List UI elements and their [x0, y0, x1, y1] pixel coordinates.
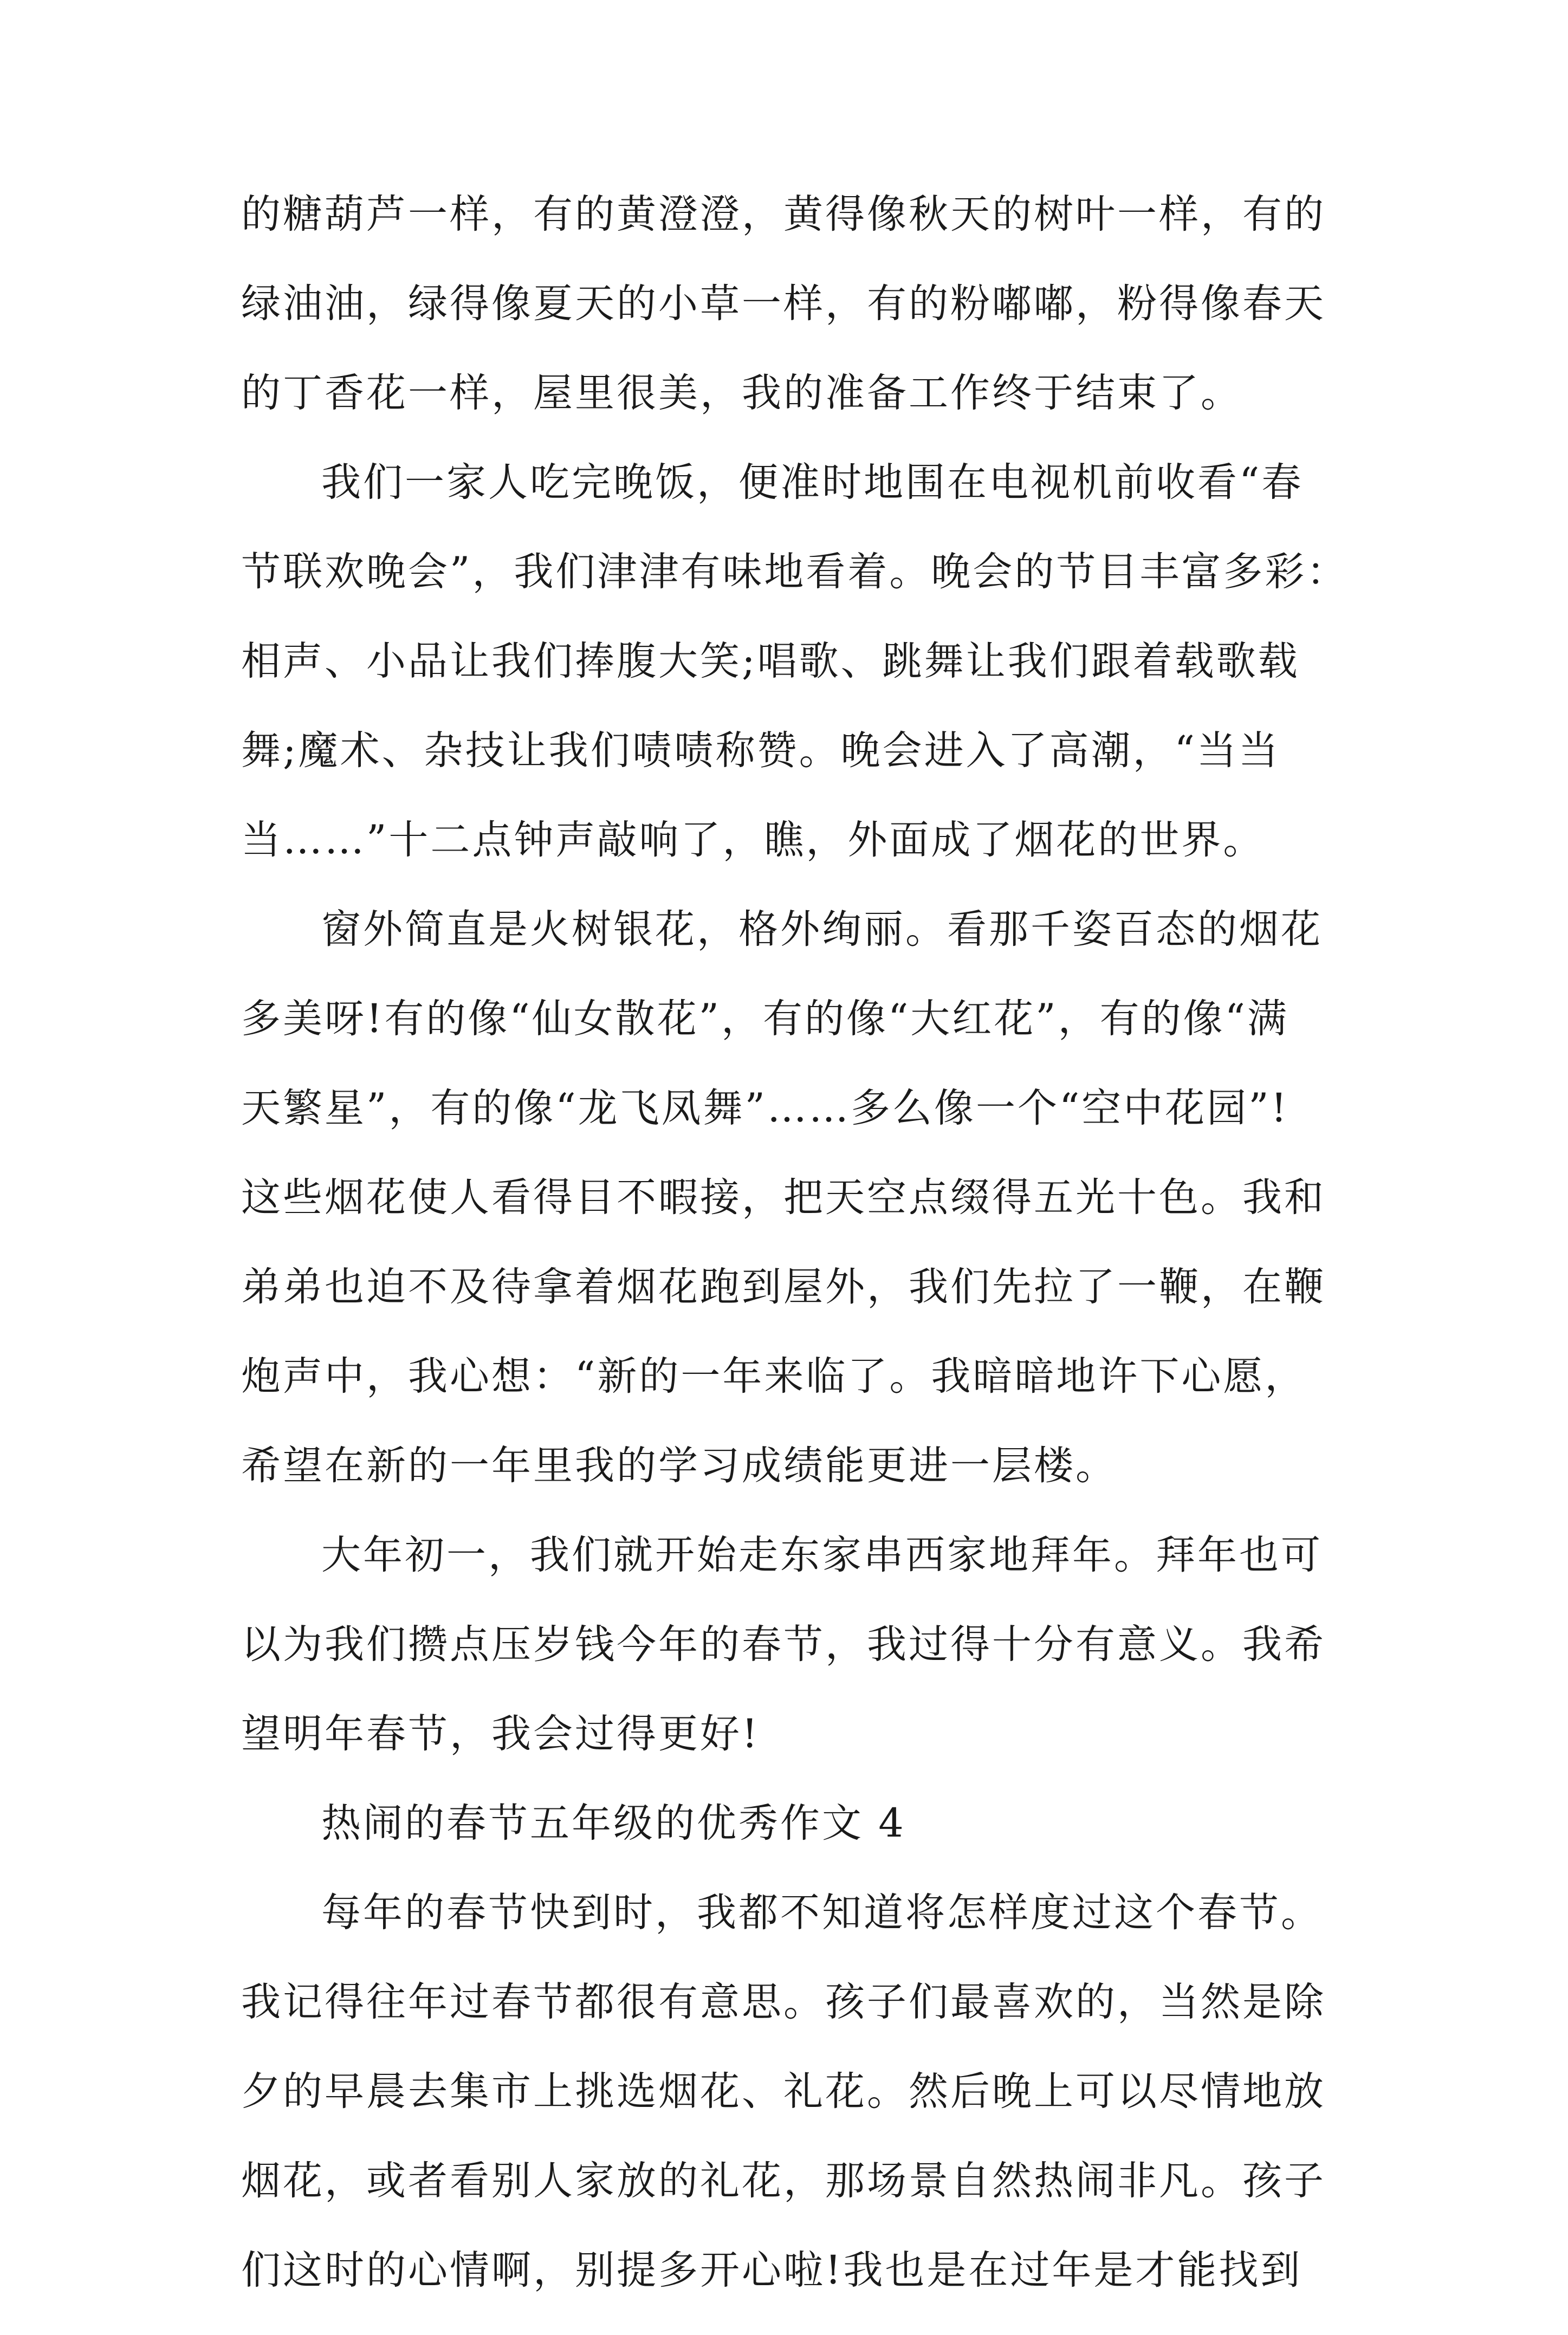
text-line: 当……”十二点钟声敲响了，瞧，外面成了烟花的世界。: [241, 817, 1265, 863]
essay-body: [241, 190, 1349, 2335]
text-line: 们这时的心情啊，别提多开心啦!我也是在过年是才能找到: [241, 2247, 1303, 2293]
text-line: 多美呀!有的像“仙女散花”，有的像“大红花”，有的像“满: [241, 996, 1289, 1042]
text-line: 望明年春节，我会过得更好!: [241, 1711, 760, 1757]
text-line: 我记得往年过春节都很有意思。孩子们最喜欢的，当然是除: [241, 1979, 1326, 2025]
text-line: 烟花，或者看别人家放的礼花，那场景自然热闹非凡。孩子: [241, 2158, 1326, 2204]
section-heading: 热闹的春节五年级的优秀作文 4: [321, 1800, 906, 1846]
text-line: 相声、小品让我们捧腹大笑;唱歌、跳舞让我们跟着载歌载: [241, 638, 1300, 684]
paragraph-start-line: 窗外简直是火树银花，格外绚丽。看那千姿百态的烟花: [321, 906, 1323, 952]
text-line: 的糖葫芦一样，有的黄澄澄，黄得像秋天的树叶一样，有的: [241, 191, 1326, 237]
paragraph-start-line: 我们一家人吃完晚饭，便准时地围在电视机前收看“春: [321, 459, 1304, 505]
text-line: 炮声中，我心想：“新的一年来临了。我暗暗地许下心愿，: [241, 1353, 1307, 1399]
text-line: 天繁星”，有的像“龙飞凤舞”……多么像一个“空中花园”!: [241, 1085, 1289, 1131]
text-line: 舞;魔术、杂技让我们啧啧称赞。晚会进入了高潮，“当当: [241, 728, 1280, 774]
text-line: 这些烟花使人看得目不暇接，把天空点缀得五光十色。我和: [241, 1175, 1326, 1221]
text-line: 弟弟也迫不及待拿着烟花跑到屋外，我们先拉了一鞭，在鞭: [241, 1264, 1326, 1310]
text-line: 以为我们攒点压岁钱今年的春节，我过得十分有意义。我希: [241, 1621, 1326, 1668]
paragraph-start-line: 每年的春节快到时，我都不知道将怎样度过这个春节。: [321, 1890, 1323, 1936]
text-line: 希望在新的一年里我的学习成绩能更进一层楼。: [241, 1443, 1117, 1489]
text-line: 夕的早晨去集市上挑选烟花、礼花。然后晚上可以尽情地放: [241, 2068, 1326, 2115]
text-line: 的丁香花一样，屋里很美，我的准备工作终于结束了。: [241, 370, 1242, 416]
text-line: 节联欢晚会”，我们津津有味地看着。晚会的节目丰富多彩：: [241, 549, 1349, 595]
text-line: 绿油油，绿得像夏天的小草一样，有的粉嘟嘟，粉得像春天: [241, 281, 1326, 327]
paragraph-start-line: 大年初一，我们就开始走东家串西家地拜年。拜年也可: [321, 1532, 1323, 1578]
